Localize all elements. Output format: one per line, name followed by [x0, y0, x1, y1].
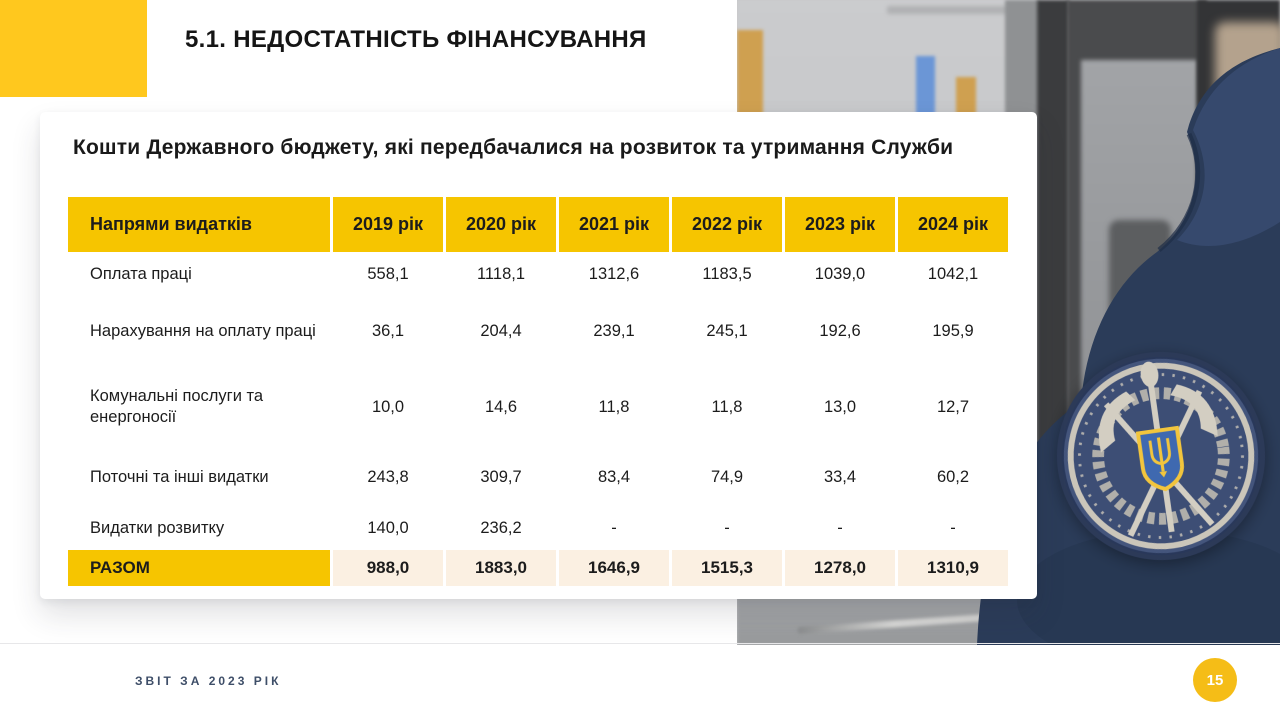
col-header-2020: 2020 рік [446, 197, 556, 252]
col-header-2021: 2021 рік [559, 197, 669, 252]
cell-value: 83,4 [597, 467, 631, 486]
slide-title: 5.1. НЕДОСТАТНІСТЬ ФІНАНСУВАННЯ [185, 26, 647, 53]
col-header-2024: 2024 рік [898, 197, 1008, 252]
cell-value: 236,2 [480, 518, 522, 537]
cell-value: 140,0 [367, 518, 409, 537]
cell-value: - [950, 518, 956, 537]
cell-value: 14,6 [484, 397, 518, 416]
cell-value: 239,1 [593, 321, 635, 340]
cell-value: - [724, 518, 730, 537]
cell-value: 1118,1 [476, 264, 526, 283]
col-header-2022: 2022 рік [672, 197, 782, 252]
cell-value: 192,6 [819, 321, 861, 340]
cell-value: 11,8 [598, 397, 630, 416]
page-number: 15 [1206, 671, 1224, 689]
cell-value: 243,8 [367, 467, 409, 486]
cell-value: 36,1 [371, 321, 405, 340]
cell-value: 309,7 [480, 467, 522, 486]
cell-value: 204,4 [480, 321, 522, 340]
col-header-2019: 2019 рік [333, 197, 443, 252]
total-value: 1646,9 [559, 550, 669, 586]
total-value: 1515,3 [672, 550, 782, 586]
row-label: Комунальні послуги та енергоносії [90, 387, 264, 426]
total-value: 1278,0 [785, 550, 895, 586]
cell-value: 1042,1 [927, 264, 979, 283]
cell-value: 558,1 [367, 264, 409, 283]
cell-value: 12,7 [936, 397, 970, 416]
cell-value: 74,9 [710, 467, 744, 486]
cell-value: 60,2 [936, 467, 970, 486]
total-label: РАЗОМ [68, 550, 330, 586]
total-value: 1883,0 [446, 550, 556, 586]
cell-value: - [611, 518, 617, 537]
accent-square [0, 0, 147, 97]
col-header-2023: 2023 рік [785, 197, 895, 252]
col-header-directions: Напрями видатків [68, 197, 330, 252]
budget-table [68, 197, 1008, 586]
total-value: 1310,9 [898, 550, 1008, 586]
total-value: 988,0 [333, 550, 443, 586]
service-emblem-patch-icon [1039, 334, 1280, 578]
row-label: Видатки розвитку [90, 518, 225, 537]
row-label: Поточні та інші видатки [90, 467, 269, 486]
card-title: Кошти Державного бюджету, які передбачалися на розвиток та утримання Служби [73, 136, 954, 159]
cell-value: 33,4 [823, 467, 857, 486]
budget-table-card [40, 112, 1037, 599]
cell-value: 1183,5 [702, 264, 752, 283]
footer-report-label: ЗВІТ ЗА 2023 РІК [135, 674, 282, 688]
cell-value: 1039,0 [814, 264, 866, 283]
cell-value: 195,9 [932, 321, 974, 340]
row-label: Оплата праці [90, 264, 192, 283]
cell-value: 11,8 [711, 397, 743, 416]
cell-value: 13,0 [823, 397, 857, 416]
cell-value: 245,1 [706, 321, 748, 340]
cell-value: 1312,6 [588, 264, 640, 283]
page-number-badge [1193, 658, 1237, 702]
cell-value: - [837, 518, 843, 537]
row-label: Нарахування на оплату праці [90, 321, 316, 340]
cell-value: 10,0 [371, 397, 405, 416]
footer-divider [0, 643, 1280, 644]
